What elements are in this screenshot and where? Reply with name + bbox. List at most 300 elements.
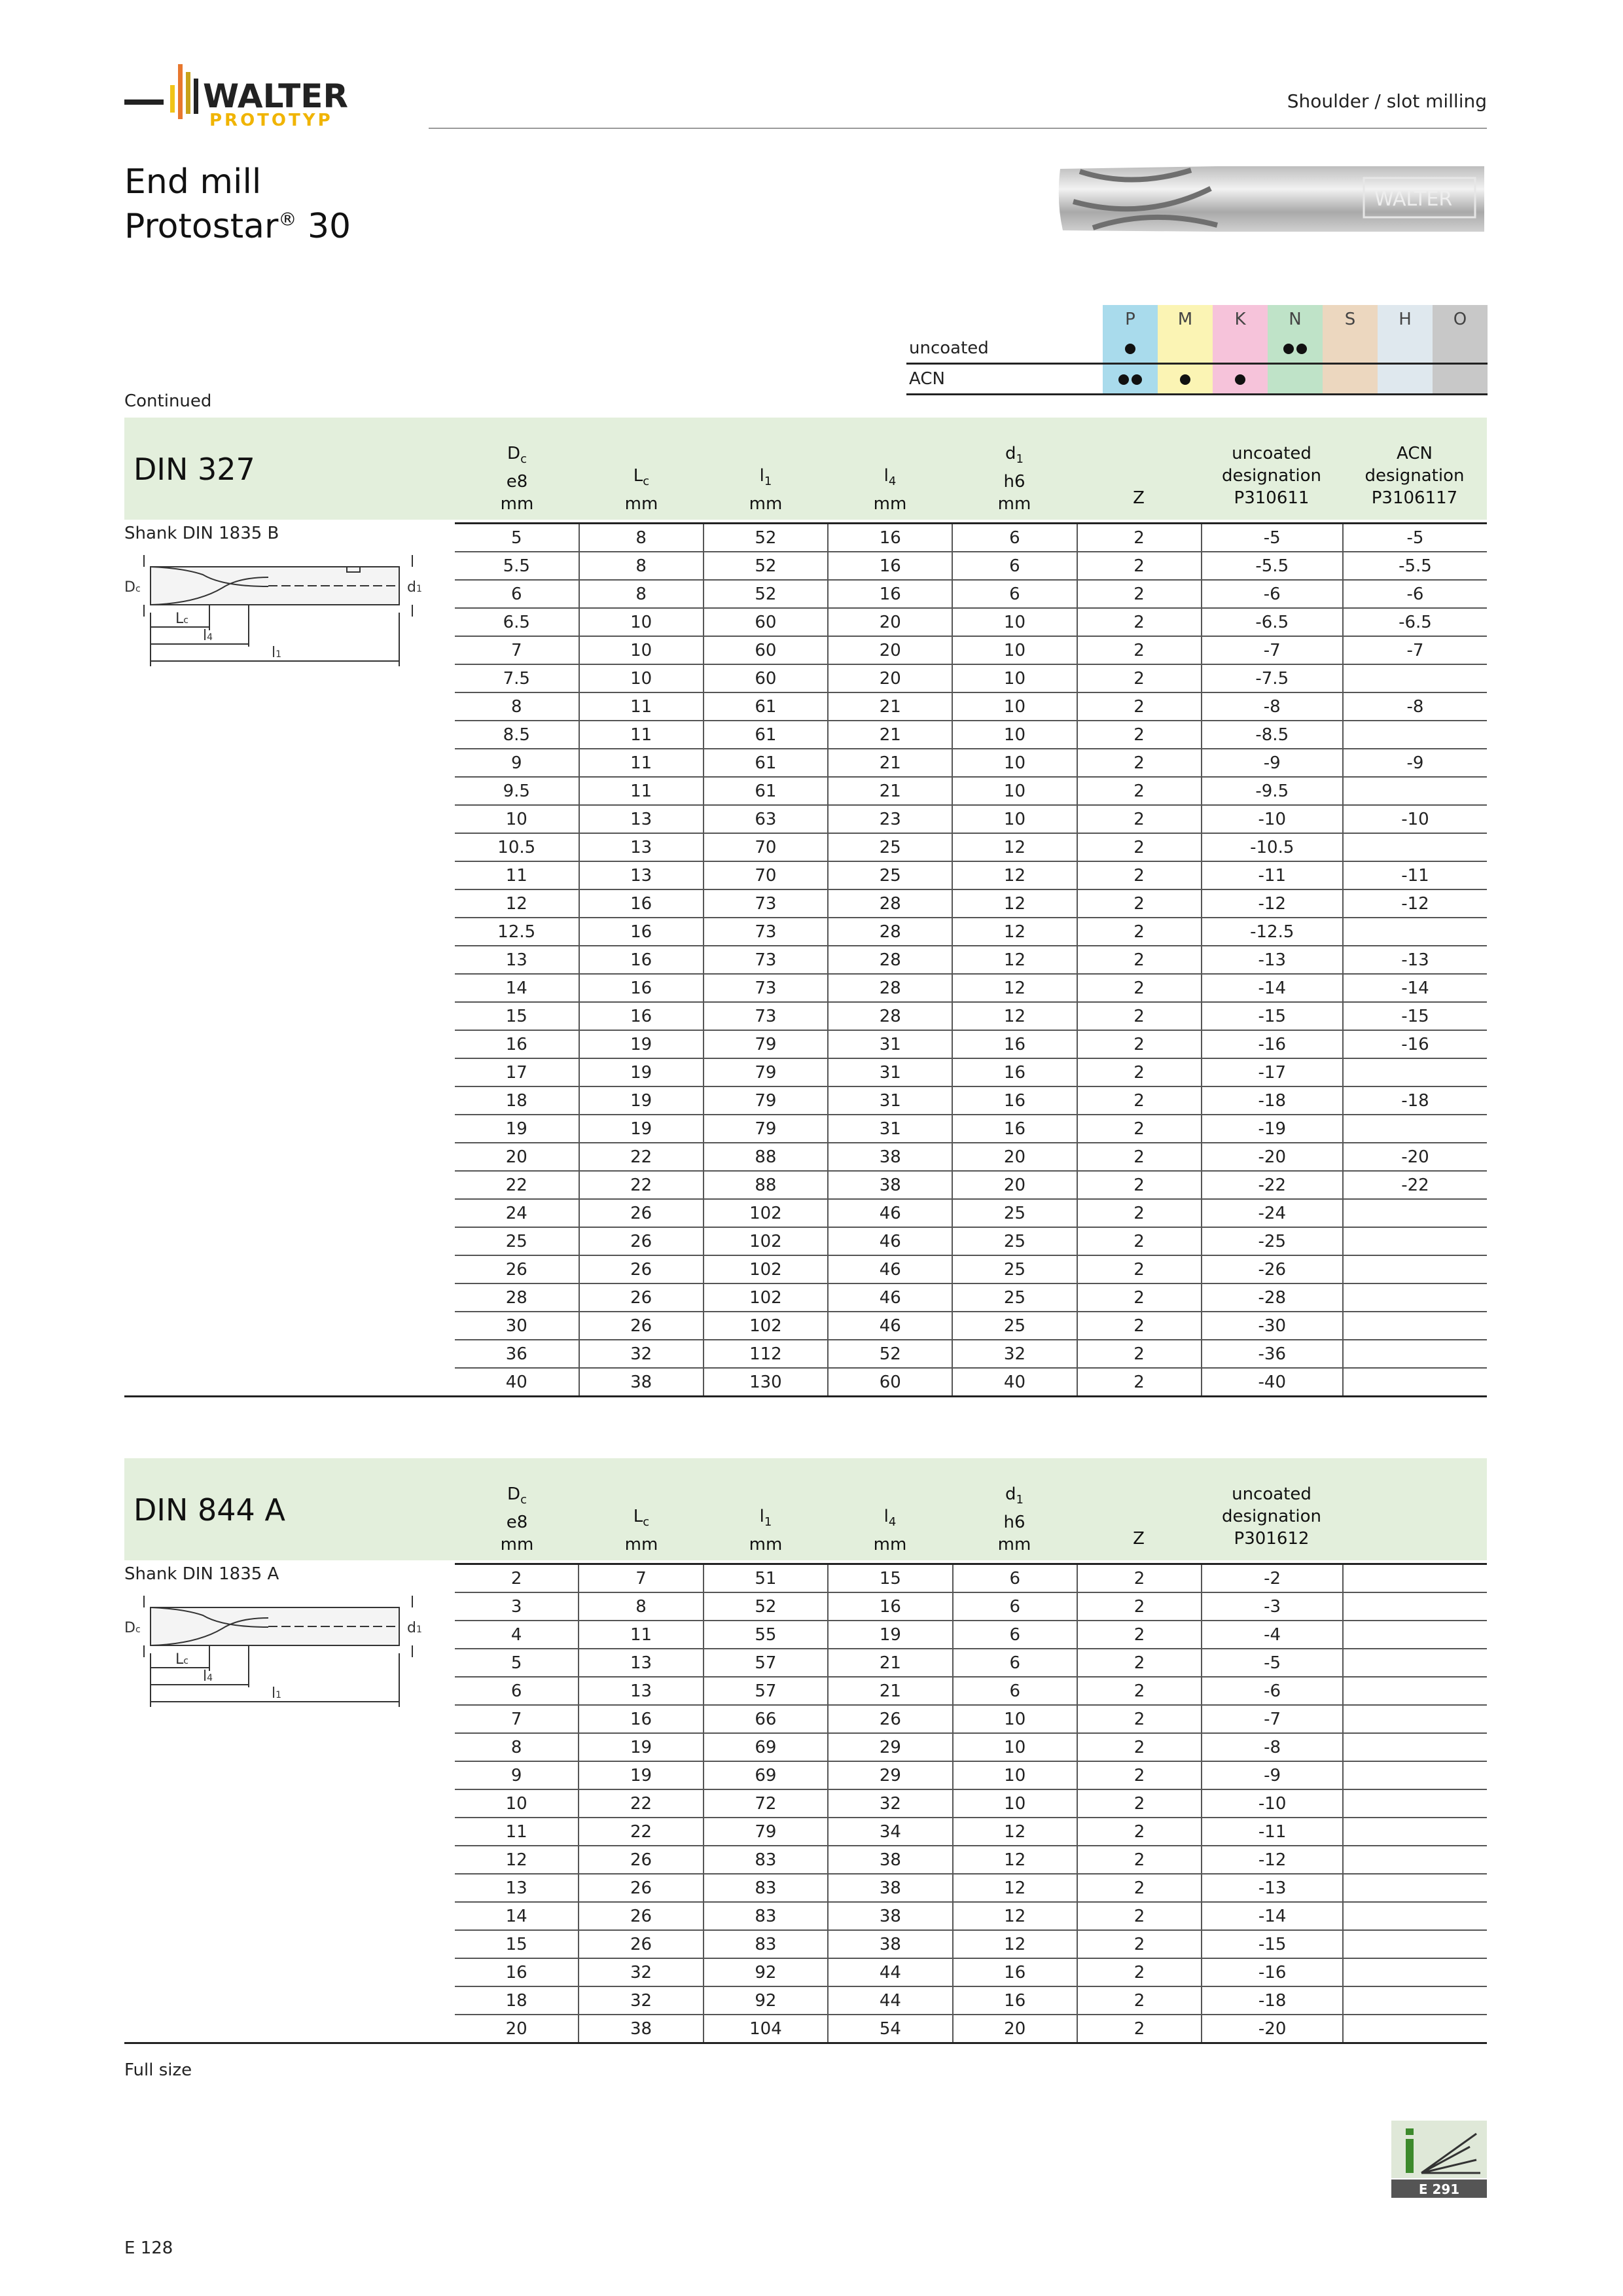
table-cell: 26 bbox=[579, 1199, 704, 1227]
suitability-cell bbox=[1433, 364, 1488, 395]
suitability-cell bbox=[1103, 334, 1158, 364]
table-row bbox=[455, 1818, 1487, 1846]
table-cell: 2 bbox=[1077, 1846, 1202, 1874]
suitability-dot bbox=[1132, 374, 1142, 385]
table-cell: 16 bbox=[455, 1030, 579, 1058]
suitability-cell bbox=[1323, 364, 1378, 395]
material-n: N bbox=[1268, 305, 1323, 334]
table-cell bbox=[1343, 1733, 1487, 1761]
table-cell: 2 bbox=[1077, 1761, 1202, 1789]
table-cell: 12 bbox=[952, 889, 1077, 918]
suitability-cell bbox=[1378, 364, 1433, 395]
table-cell: 10 bbox=[952, 805, 1077, 833]
table-cell: 7 bbox=[455, 1705, 579, 1733]
table-cell: 25 bbox=[455, 1227, 579, 1255]
table-cell: 92 bbox=[704, 1958, 829, 1986]
table-cell: 9 bbox=[455, 749, 579, 777]
table-cell: 13 bbox=[579, 1677, 703, 1705]
table-cell: 52 bbox=[704, 580, 828, 608]
table-cell: 21 bbox=[828, 692, 952, 721]
table-cell: 21 bbox=[828, 749, 952, 777]
table-row bbox=[455, 946, 1487, 974]
table-cell: 69 bbox=[704, 1733, 829, 1761]
table-cell: -14 bbox=[1202, 1902, 1343, 1930]
table-row bbox=[455, 805, 1487, 833]
table-cell: -10 bbox=[1202, 1789, 1343, 1818]
table-cell: 14 bbox=[455, 1902, 579, 1930]
table-row bbox=[455, 1058, 1487, 1086]
table-row bbox=[455, 1030, 1487, 1058]
svg-text:l4: l4 bbox=[203, 628, 213, 644]
table-cell: -7.5 bbox=[1202, 664, 1343, 692]
table-cell: 83 bbox=[704, 1902, 829, 1930]
table-cell: 22 bbox=[579, 1789, 703, 1818]
table-cell: 22 bbox=[579, 1143, 704, 1171]
table-cell: -9 bbox=[1343, 749, 1487, 777]
table-cell: 34 bbox=[828, 1818, 952, 1846]
table-cell: 88 bbox=[704, 1143, 828, 1171]
table-cell: 6 bbox=[455, 1677, 579, 1705]
table-cell: 130 bbox=[704, 1368, 828, 1395]
din327-section bbox=[124, 418, 1487, 1392]
table-cell: 10 bbox=[952, 636, 1077, 664]
table-cell: 38 bbox=[828, 1143, 952, 1171]
table-row bbox=[455, 1789, 1487, 1818]
table-cell: -6.5 bbox=[1343, 608, 1487, 636]
table-cell bbox=[1343, 1705, 1487, 1733]
table-cell: 60 bbox=[704, 636, 828, 664]
table-cell bbox=[1343, 2015, 1487, 2042]
table-row bbox=[455, 1733, 1487, 1761]
col-lc-header: $L_c$ mm bbox=[624, 466, 658, 514]
din844a-section bbox=[124, 1458, 1487, 2060]
table-row bbox=[455, 861, 1487, 889]
suitability-dot bbox=[1118, 374, 1129, 385]
table-cell: 40 bbox=[952, 1368, 1077, 1395]
table-cell: 13 bbox=[579, 1649, 703, 1677]
table-cell: 52 bbox=[704, 1592, 829, 1621]
table-cell: 2 bbox=[1077, 1199, 1202, 1227]
col-lc-header: $L_c$ mm bbox=[624, 1507, 658, 1555]
table-cell: 12.5 bbox=[455, 918, 579, 946]
table-cell: 28 bbox=[828, 889, 952, 918]
table-cell: 16 bbox=[579, 1705, 703, 1733]
svg-text:Dc: Dc bbox=[124, 579, 141, 596]
table-row bbox=[455, 777, 1487, 805]
din327-title: DIN 327 bbox=[134, 452, 255, 487]
table-cell: 61 bbox=[704, 721, 828, 749]
coating-label-uncoated: uncoated bbox=[906, 334, 1103, 364]
table-cell: 26 bbox=[579, 1846, 703, 1874]
table-cell: 31 bbox=[828, 1115, 952, 1143]
table-cell: 9 bbox=[455, 1761, 579, 1789]
table-cell: 18 bbox=[455, 1986, 579, 2015]
table-cell: -9 bbox=[1202, 1761, 1343, 1789]
table-cell: 16 bbox=[953, 1986, 1077, 2015]
table-cell: -18 bbox=[1202, 1086, 1343, 1115]
col-uncoated-header: uncoated designation P301612 bbox=[1222, 1484, 1321, 1549]
table-cell: 2 bbox=[1077, 692, 1202, 721]
table-cell: 6 bbox=[952, 580, 1077, 608]
table-cell: 61 bbox=[704, 749, 828, 777]
table-cell: 32 bbox=[579, 1340, 704, 1368]
table-row bbox=[455, 552, 1487, 580]
table-cell: 2 bbox=[1077, 524, 1202, 552]
table-cell: 38 bbox=[828, 1171, 952, 1199]
table-cell: -22 bbox=[1343, 1171, 1487, 1199]
table-cell: -8 bbox=[1343, 692, 1487, 721]
table-cell: 28 bbox=[455, 1283, 579, 1312]
table-cell: 2 bbox=[1077, 918, 1202, 946]
table-row bbox=[455, 636, 1487, 664]
table-cell: 6 bbox=[952, 552, 1077, 580]
table-cell: -30 bbox=[1202, 1312, 1343, 1340]
table-cell: 44 bbox=[828, 1986, 952, 2015]
table-cell: -40 bbox=[1202, 1368, 1343, 1395]
table-cell: 18 bbox=[455, 1086, 579, 1115]
table-row bbox=[455, 1171, 1487, 1199]
table-row bbox=[455, 1592, 1487, 1621]
table-row bbox=[455, 1930, 1487, 1958]
table-cell: 104 bbox=[704, 2015, 829, 2042]
table-cell: 21 bbox=[828, 777, 952, 805]
table-cell: 11 bbox=[579, 1621, 703, 1649]
table-cell: 28 bbox=[828, 974, 952, 1002]
table-cell: 46 bbox=[828, 1312, 952, 1340]
table-row bbox=[455, 749, 1487, 777]
table-cell: 13 bbox=[579, 861, 704, 889]
table-cell: 31 bbox=[828, 1086, 952, 1115]
table-cell: 6 bbox=[952, 524, 1077, 552]
table-cell: 15 bbox=[455, 1930, 579, 1958]
table-cell: 31 bbox=[828, 1058, 952, 1086]
table-cell: -6 bbox=[1343, 580, 1487, 608]
table-cell: 6 bbox=[953, 1649, 1077, 1677]
col-z-header: Z bbox=[1133, 488, 1145, 508]
table-cell: 2 bbox=[1077, 1733, 1202, 1761]
table-cell: 38 bbox=[828, 1874, 952, 1902]
table-cell: -18 bbox=[1343, 1086, 1487, 1115]
table-row bbox=[455, 1255, 1487, 1283]
table-cell bbox=[1343, 918, 1487, 946]
table-cell: 23 bbox=[828, 805, 952, 833]
table-cell: 30 bbox=[455, 1312, 579, 1340]
table-cell: 2 bbox=[1077, 1592, 1202, 1621]
table-row bbox=[455, 1958, 1487, 1986]
suitability-dot bbox=[1235, 374, 1245, 385]
table-cell: -19 bbox=[1202, 1115, 1343, 1143]
table-cell: 12 bbox=[455, 1846, 579, 1874]
table-cell: 19 bbox=[579, 1761, 703, 1789]
table-cell: 73 bbox=[704, 946, 828, 974]
table-cell: 16 bbox=[455, 1958, 579, 1986]
table-cell: 2 bbox=[1077, 1086, 1202, 1115]
table-row bbox=[455, 664, 1487, 692]
col-l4-header: $l_4$ mm bbox=[873, 1507, 907, 1555]
table-cell: 10 bbox=[579, 636, 704, 664]
table-row bbox=[455, 1143, 1487, 1171]
table-cell: 26 bbox=[828, 1705, 952, 1733]
suitability-cell bbox=[1268, 334, 1323, 364]
table-cell: 16 bbox=[828, 552, 952, 580]
info-reference-icon[interactable] bbox=[1391, 2121, 1487, 2198]
table-cell: 32 bbox=[579, 1958, 703, 1986]
table-cell: 2 bbox=[455, 1564, 579, 1593]
table-cell: 83 bbox=[704, 1930, 829, 1958]
table-cell: -7 bbox=[1343, 636, 1487, 664]
table-cell: -8 bbox=[1202, 1733, 1343, 1761]
table-end-rule bbox=[124, 2042, 1487, 2044]
suitability-dot bbox=[1296, 344, 1307, 354]
table-cell: 2 bbox=[1077, 608, 1202, 636]
table-cell: 2 bbox=[1077, 946, 1202, 974]
shank-engraving: WALTER bbox=[1374, 188, 1453, 211]
table-cell: -15 bbox=[1343, 1002, 1487, 1030]
table-cell: 102 bbox=[704, 1199, 828, 1227]
table-cell: 2 bbox=[1077, 833, 1202, 861]
table-row bbox=[455, 1368, 1487, 1395]
header-divider bbox=[429, 128, 1487, 129]
svg-text:l1: l1 bbox=[272, 645, 282, 661]
table-cell: -10 bbox=[1202, 805, 1343, 833]
table-cell: 12 bbox=[952, 918, 1077, 946]
table-cell: -14 bbox=[1202, 974, 1343, 1002]
din844a-title: DIN 844 A bbox=[134, 1492, 285, 1528]
table-cell: 10 bbox=[953, 1761, 1077, 1789]
table-cell: 5 bbox=[455, 524, 579, 552]
table-cell: 26 bbox=[579, 1902, 703, 1930]
material-o: O bbox=[1433, 305, 1488, 334]
table-cell: 8 bbox=[579, 524, 704, 552]
suitability-cell bbox=[1323, 334, 1378, 364]
table-cell: 19 bbox=[455, 1115, 579, 1143]
table-cell: 11 bbox=[455, 861, 579, 889]
table-cell: 10 bbox=[952, 692, 1077, 721]
suitability-cell bbox=[1268, 364, 1323, 395]
svg-text:d1: d1 bbox=[407, 579, 422, 596]
end-mill-product-image bbox=[1054, 162, 1487, 236]
table-cell: 40 bbox=[505, 1372, 527, 1392]
table-cell: 7.5 bbox=[455, 664, 579, 692]
table-cell: 22 bbox=[579, 1818, 703, 1846]
table-cell: 25 bbox=[952, 1227, 1077, 1255]
section-label: Shoulder / slot milling bbox=[1287, 90, 1487, 112]
table-cell: 10 bbox=[952, 664, 1077, 692]
table-cell: 2 bbox=[1077, 1818, 1202, 1846]
table-cell: 10 bbox=[579, 664, 704, 692]
table-cell: 66 bbox=[704, 1705, 829, 1733]
table-cell: 5.5 bbox=[455, 552, 579, 580]
table-cell bbox=[1343, 1958, 1487, 1986]
table-cell: 72 bbox=[704, 1789, 829, 1818]
table-cell: 16 bbox=[579, 1002, 704, 1030]
table-cell: 26 bbox=[579, 1874, 703, 1902]
table-cell: 69 bbox=[704, 1761, 829, 1789]
table-cell: 102 bbox=[704, 1312, 828, 1340]
table-cell: -16 bbox=[1202, 1958, 1343, 1986]
table-cell: 73 bbox=[704, 889, 828, 918]
table-cell: 12 bbox=[952, 974, 1077, 1002]
table-cell: -7 bbox=[1202, 636, 1343, 664]
material-m: M bbox=[1158, 305, 1213, 334]
table-cell: 79 bbox=[704, 1058, 828, 1086]
table-cell: 2 bbox=[1077, 1874, 1202, 1902]
table-cell: 2 bbox=[1077, 2015, 1202, 2042]
table-cell: 102 bbox=[704, 1283, 828, 1312]
table-cell: 10 bbox=[952, 608, 1077, 636]
table-cell: -6 bbox=[1202, 580, 1343, 608]
table-cell: 12 bbox=[953, 1846, 1077, 1874]
table-cell: 28 bbox=[828, 946, 952, 974]
table-cell: 25 bbox=[952, 1283, 1077, 1312]
page-number: E 128 bbox=[124, 2238, 173, 2258]
table-cell: 7 bbox=[579, 1564, 703, 1593]
table-row bbox=[455, 974, 1487, 1002]
page-title-line1: End mill bbox=[124, 162, 262, 202]
table-cell: -5 bbox=[1343, 524, 1487, 552]
table-cell: 20 bbox=[828, 608, 952, 636]
table-cell: 28 bbox=[828, 1002, 952, 1030]
table-cell bbox=[1343, 1986, 1487, 2015]
col-d1-header: $d_1$ h6 mm bbox=[997, 1484, 1031, 1555]
table-cell: 10 bbox=[952, 777, 1077, 805]
table-cell: 2 bbox=[1077, 974, 1202, 1002]
table-cell: 4 bbox=[455, 1621, 579, 1649]
table-cell: 6 bbox=[953, 1564, 1077, 1593]
table-cell: 22 bbox=[579, 1171, 704, 1199]
table-cell: 36 bbox=[455, 1340, 579, 1368]
table-cell: 10 bbox=[579, 608, 704, 636]
table-cell: 13 bbox=[579, 805, 704, 833]
table-cell: 29 bbox=[828, 1733, 952, 1761]
table-row bbox=[455, 1199, 1487, 1227]
table-cell: 2 bbox=[1077, 1930, 1202, 1958]
table-row bbox=[455, 918, 1487, 946]
table-cell: 19 bbox=[579, 1030, 704, 1058]
logo-brand-text: WALTER bbox=[203, 77, 348, 115]
suitability-dot bbox=[1283, 344, 1294, 354]
table-cell: 57 bbox=[704, 1677, 829, 1705]
table-cell: -4 bbox=[1202, 1621, 1343, 1649]
table-cell: 6.5 bbox=[455, 608, 579, 636]
table-cell: 31 bbox=[828, 1030, 952, 1058]
table-cell bbox=[1343, 1789, 1487, 1818]
suitability-cell bbox=[1103, 364, 1158, 395]
table-cell: 15 bbox=[455, 1002, 579, 1030]
table-cell: 16 bbox=[579, 918, 704, 946]
table-cell: 5 bbox=[455, 1649, 579, 1677]
table-cell: 52 bbox=[828, 1340, 952, 1368]
table-cell: 2 bbox=[1077, 721, 1202, 749]
table-end-rule bbox=[124, 1395, 1487, 1397]
table-row bbox=[455, 1227, 1487, 1255]
table-row bbox=[455, 2015, 1487, 2042]
table-cell: 26 bbox=[579, 1227, 704, 1255]
table-cell bbox=[1343, 1649, 1487, 1677]
table-cell: -11 bbox=[1343, 861, 1487, 889]
table-cell: 2 bbox=[1077, 1283, 1202, 1312]
table-cell: 19 bbox=[579, 1086, 704, 1115]
table-cell: 16 bbox=[828, 580, 952, 608]
table-cell: -16 bbox=[1202, 1030, 1343, 1058]
table-cell: 60 bbox=[828, 1368, 952, 1395]
table-cell: -13 bbox=[1343, 946, 1487, 974]
table-cell: 60 bbox=[704, 608, 828, 636]
table-cell: 2 bbox=[1077, 1958, 1202, 1986]
table-cell: 70 bbox=[704, 861, 828, 889]
table-cell: -2 bbox=[1202, 1564, 1343, 1593]
table-cell: 8.5 bbox=[455, 721, 579, 749]
table-row bbox=[455, 1086, 1487, 1115]
table-cell: 25 bbox=[952, 1255, 1077, 1283]
table-cell: 83 bbox=[704, 1846, 829, 1874]
col-l1-header: $l_1$ mm bbox=[749, 1507, 783, 1555]
table-cell: -14 bbox=[1343, 974, 1487, 1002]
table-cell: 2 bbox=[1077, 1902, 1202, 1930]
table-cell: -22 bbox=[1202, 1171, 1343, 1199]
table-cell: -10 bbox=[1343, 805, 1487, 833]
table-cell: 11 bbox=[579, 721, 704, 749]
suitability-cell bbox=[1378, 334, 1433, 364]
table-cell: 12 bbox=[953, 1818, 1077, 1846]
table-row bbox=[455, 1564, 1487, 1593]
table-cell: 7 bbox=[455, 636, 579, 664]
table-cell: 25 bbox=[828, 833, 952, 861]
table-cell: 61 bbox=[704, 692, 828, 721]
table-cell bbox=[1343, 664, 1487, 692]
table-cell: 16 bbox=[952, 1115, 1077, 1143]
coating-label-acn: ACN bbox=[906, 364, 1103, 395]
table-cell: 55 bbox=[704, 1621, 829, 1649]
din844a-shank-label: Shank DIN 1835 A bbox=[124, 1564, 279, 1584]
table-row bbox=[455, 580, 1487, 608]
table-cell bbox=[1343, 1874, 1487, 1902]
table-cell: -11 bbox=[1202, 1818, 1343, 1846]
table-cell: -3 bbox=[1202, 1592, 1343, 1621]
table-cell: -20 bbox=[1343, 1143, 1487, 1171]
table-cell: 29 bbox=[828, 1761, 952, 1789]
table-cell: -7 bbox=[1202, 1705, 1343, 1733]
table-cell: 8 bbox=[455, 692, 579, 721]
table-cell: 2 bbox=[1077, 1171, 1202, 1199]
table-cell: 16 bbox=[579, 974, 704, 1002]
page-title-line2: Protostar® 30 bbox=[124, 207, 351, 246]
svg-text:d1: d1 bbox=[407, 1620, 422, 1636]
suitability-dot bbox=[1125, 344, 1135, 354]
table-cell: 2 bbox=[1077, 580, 1202, 608]
table-cell: 16 bbox=[952, 1058, 1077, 1086]
table-cell: -26 bbox=[1202, 1255, 1343, 1283]
table-cell: 54 bbox=[828, 2015, 952, 2042]
col-z-header: Z bbox=[1133, 1529, 1145, 1549]
svg-text:l4: l4 bbox=[203, 1668, 213, 1685]
table-cell: 12 bbox=[953, 1874, 1077, 1902]
table-cell: 79 bbox=[704, 1115, 828, 1143]
table-cell bbox=[1343, 1846, 1487, 1874]
table-cell: 26 bbox=[579, 1283, 704, 1312]
table-row bbox=[455, 1340, 1487, 1368]
table-cell: 52 bbox=[704, 552, 828, 580]
table-cell: -11 bbox=[1202, 861, 1343, 889]
table-cell: 83 bbox=[704, 1874, 829, 1902]
table-cell bbox=[1343, 777, 1487, 805]
table-cell: 2 bbox=[1077, 1705, 1202, 1733]
table-cell: 2 bbox=[1077, 1058, 1202, 1086]
table-cell: 21 bbox=[828, 1649, 952, 1677]
table-cell: 26 bbox=[579, 1312, 704, 1340]
table-cell: 12 bbox=[953, 1902, 1077, 1930]
table-row bbox=[455, 1846, 1487, 1874]
